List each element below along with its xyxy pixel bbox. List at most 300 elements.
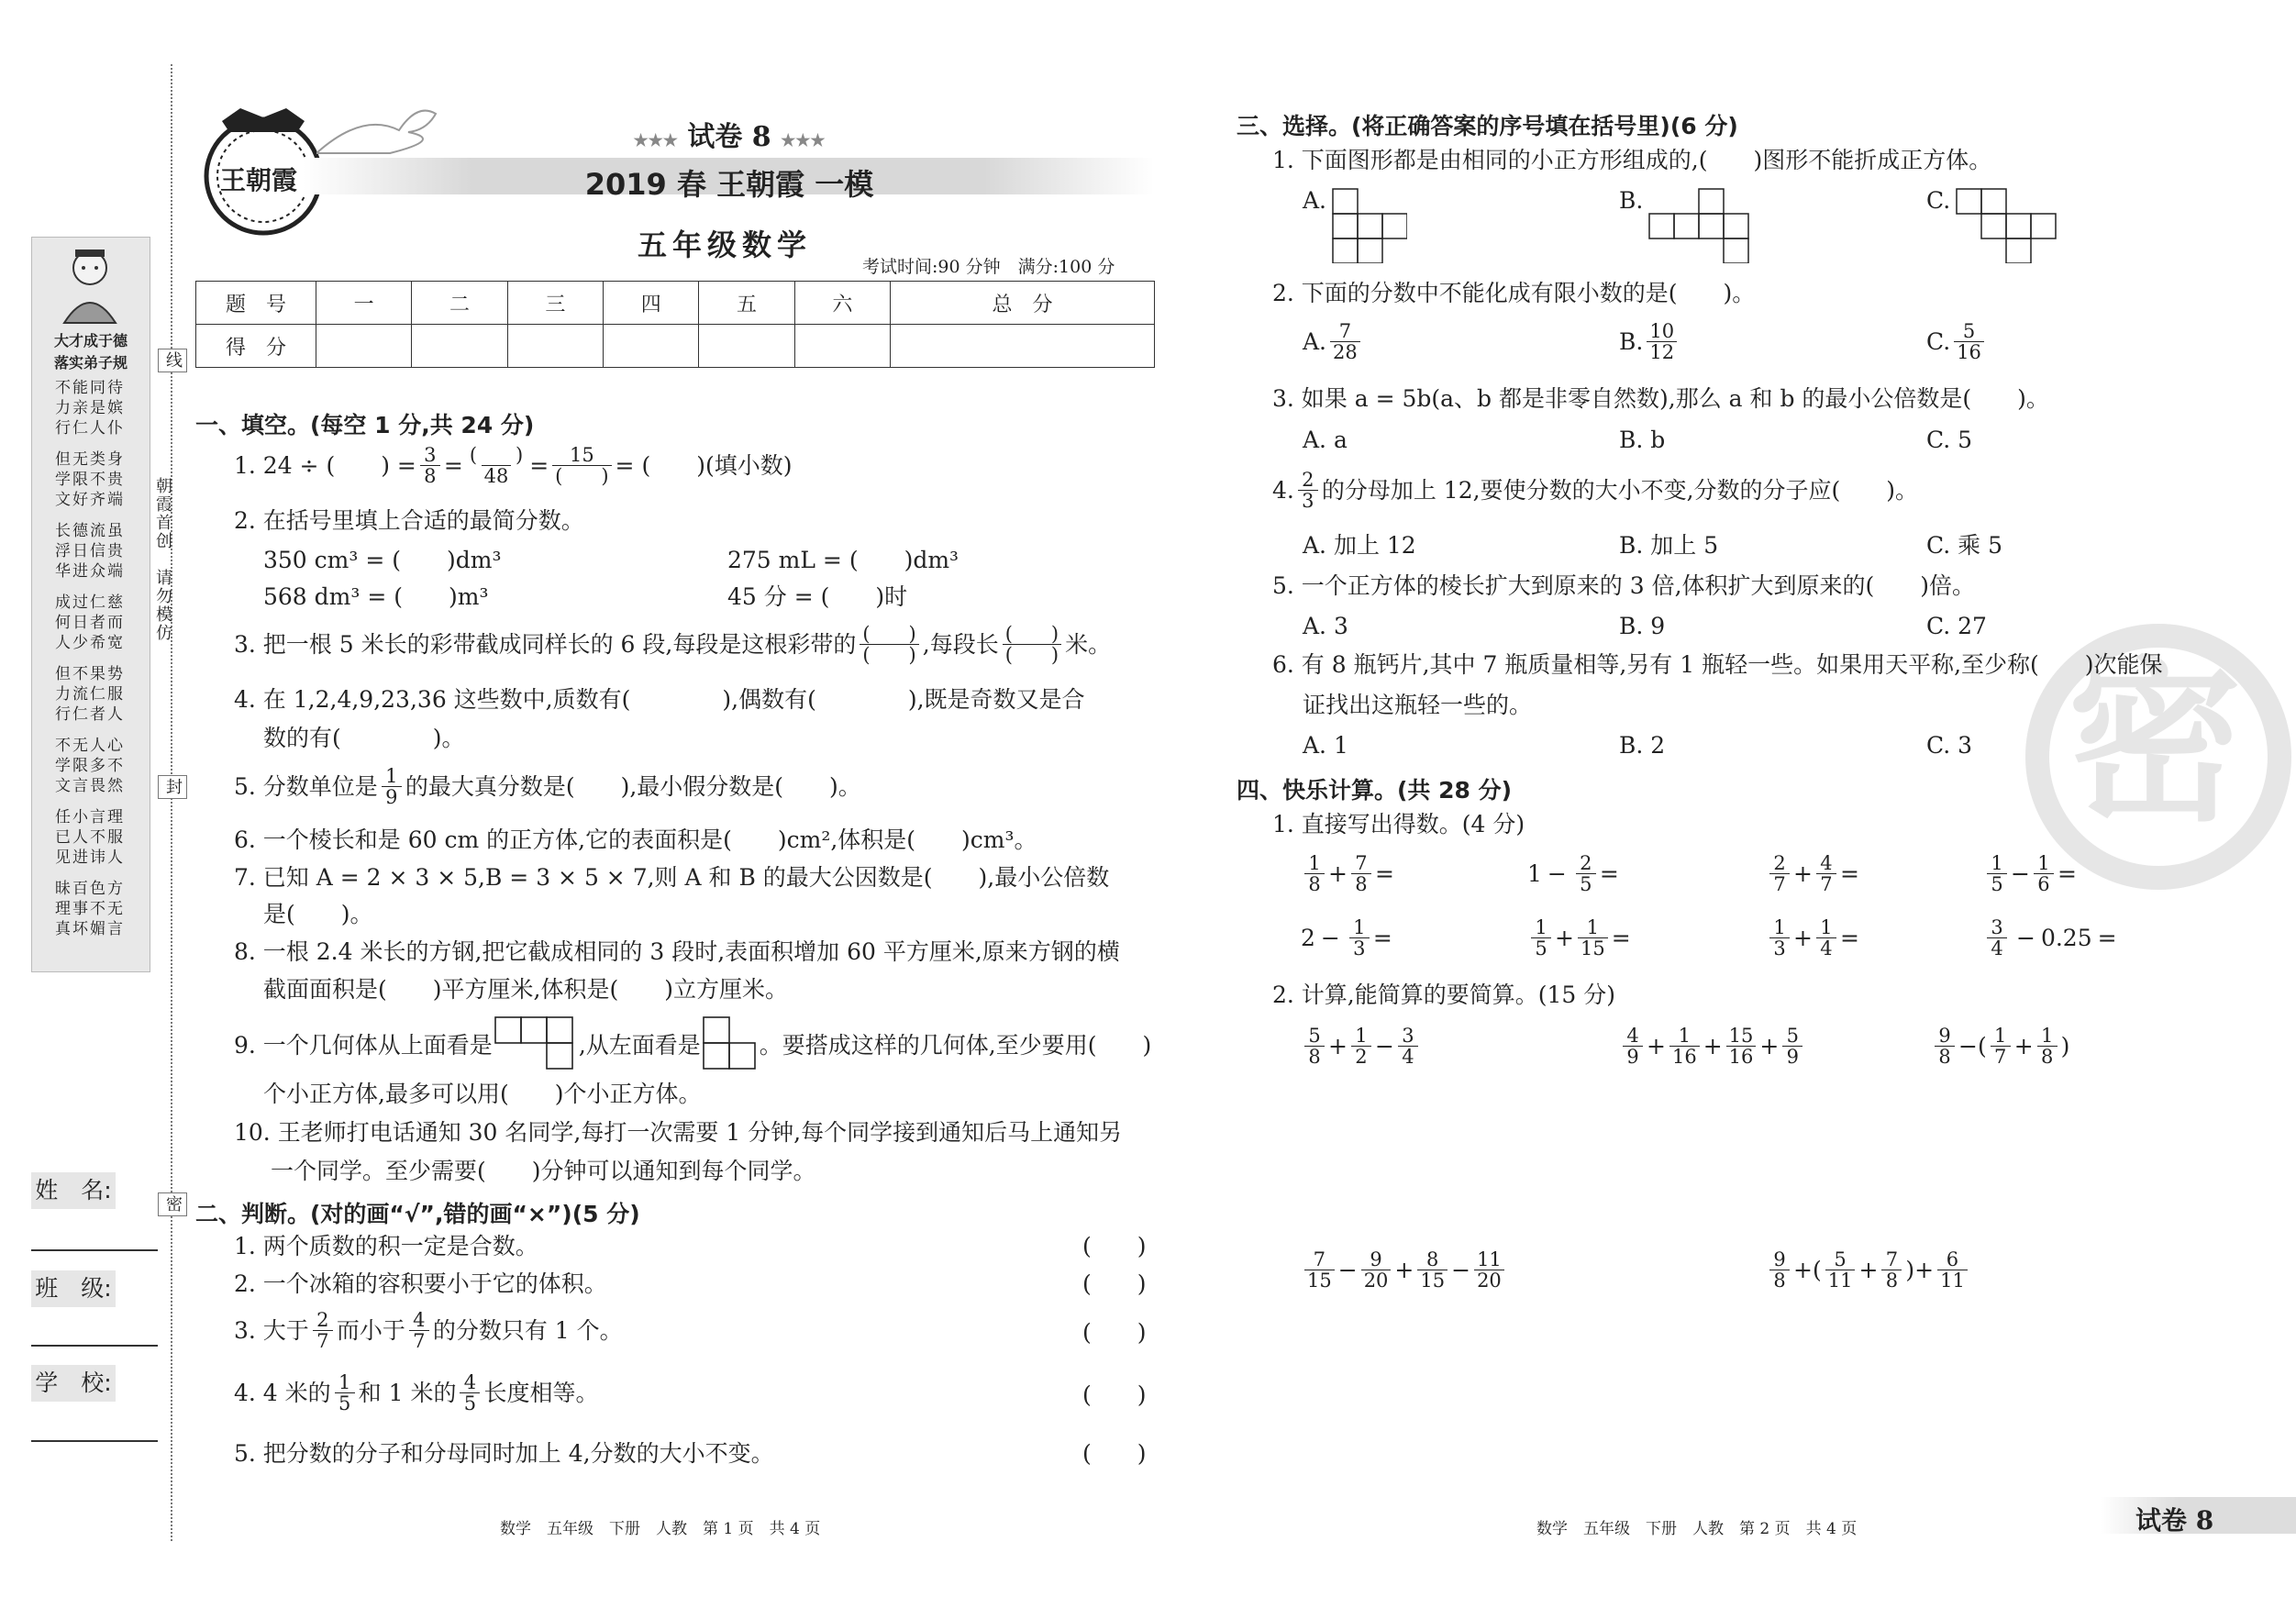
motto-line: 落实弟子规 bbox=[53, 354, 128, 372]
q-text: 和 1 米的 bbox=[358, 1380, 457, 1407]
equals: = bbox=[1839, 925, 1859, 952]
question-1-10-line1: 10. 王老师打电话通知 30 名同学,每打一次需要 1 分钟,每个同学接到通知后马上通知另 bbox=[234, 1119, 1123, 1146]
choice-2-option-b bbox=[1619, 321, 1680, 362]
numerator: 1 bbox=[338, 1371, 351, 1393]
denominator: 15 bbox=[1417, 1270, 1447, 1291]
poem-line: 力流仁服 bbox=[55, 685, 125, 704]
fraction bbox=[1726, 1026, 1757, 1067]
numerator: 2 bbox=[316, 1309, 329, 1331]
score-header-cell: 题 号 bbox=[196, 282, 316, 325]
question-1-9 bbox=[234, 1016, 1151, 1073]
fraction bbox=[1304, 1026, 1325, 1067]
choice-3-option-a: A. a bbox=[1303, 427, 1348, 453]
fraction bbox=[335, 1372, 355, 1414]
poem-line: 但不果势 bbox=[55, 665, 125, 683]
score-cell[interactable] bbox=[699, 325, 794, 368]
fraction bbox=[1351, 853, 1371, 894]
score-cell[interactable] bbox=[412, 325, 507, 368]
q2-item-4: 45 分 = ( )时 bbox=[727, 583, 908, 610]
bind-mark-secret: 密 bbox=[158, 1192, 187, 1216]
paren: ) bbox=[2060, 1033, 2070, 1060]
fraction bbox=[1782, 1026, 1802, 1067]
fraction bbox=[313, 1310, 333, 1351]
denominator: 5 bbox=[1987, 873, 2007, 894]
numerator: 11 bbox=[1477, 1248, 1502, 1270]
question-1-2: 2. 在括号里填上合适的最简分数。 bbox=[234, 507, 584, 534]
denominator: 4 bbox=[1398, 1046, 1418, 1067]
fraction bbox=[1816, 917, 1836, 959]
poem-line: 何日者而 bbox=[55, 614, 125, 632]
denominator: 4 bbox=[1816, 937, 1836, 959]
numerator: 5 bbox=[1962, 320, 1976, 342]
scholar-figure bbox=[51, 240, 128, 328]
numerator: ( ) bbox=[1004, 623, 1059, 645]
operator: + bbox=[2013, 1033, 2034, 1060]
numerator: 2 bbox=[1773, 852, 1786, 874]
number: 1 bbox=[1527, 860, 1542, 888]
score-header-cell: 五 bbox=[699, 282, 794, 325]
subject-title: 五年级数学 bbox=[637, 227, 812, 262]
fraction bbox=[1935, 1026, 1955, 1067]
operator: − bbox=[2011, 860, 2030, 888]
q2-item-3: 568 dm³ = ( )m³ bbox=[263, 583, 489, 610]
fraction bbox=[1987, 853, 2007, 894]
numerator: 4 bbox=[1626, 1025, 1639, 1047]
denominator: 8 bbox=[1304, 1046, 1325, 1067]
denominator: 5 bbox=[1531, 937, 1551, 959]
exam-title: 2019 春 王朝霞 一模 bbox=[584, 167, 874, 202]
operator: + bbox=[1328, 860, 1348, 888]
fraction bbox=[1991, 1026, 2011, 1067]
section3-heading: 三、选择。(将正确答案的序号填在括号里)(6 分) bbox=[1237, 113, 1738, 139]
denominator: 5 bbox=[1576, 873, 1596, 894]
poem-line: 已人不服 bbox=[55, 828, 125, 847]
denominator: 20 bbox=[1474, 1270, 1504, 1291]
score-cell[interactable] bbox=[604, 325, 699, 368]
numerator: 2 bbox=[1302, 469, 1314, 491]
equals: = bbox=[2057, 860, 2077, 888]
q-text: 长度相等。 bbox=[483, 1380, 599, 1407]
numerator: 15 bbox=[569, 444, 594, 466]
operator: − bbox=[1320, 925, 1340, 952]
poem-group bbox=[37, 593, 143, 653]
poem-line: 昧百色方 bbox=[55, 880, 125, 898]
operator: − bbox=[1451, 1257, 1471, 1284]
denominator: 8 bbox=[1881, 1270, 1902, 1291]
numerator: 4 bbox=[1820, 852, 1833, 874]
denominator: 6 bbox=[2034, 873, 2054, 894]
denominator: 2 bbox=[1351, 1046, 1371, 1067]
poem-line: 见进讳人 bbox=[55, 848, 125, 867]
numerator: 9 bbox=[1773, 1248, 1786, 1270]
numerator: 7 bbox=[1355, 852, 1368, 874]
numerator: 5 bbox=[1786, 1025, 1800, 1047]
denominator: 11 bbox=[1937, 1270, 1968, 1291]
denominator: 7 bbox=[1769, 873, 1790, 894]
fraction bbox=[860, 624, 918, 665]
denominator: 5 bbox=[460, 1392, 480, 1414]
question-1-6: 6. 一个棱长和是 60 cm 的正方体,它的表面积是( )cm²,体积是( )cm³。 bbox=[234, 826, 1037, 853]
net-figure-c bbox=[1956, 188, 2058, 267]
denominator: 8 bbox=[1769, 1270, 1790, 1291]
fraction bbox=[1361, 1249, 1392, 1291]
score-cell[interactable] bbox=[891, 325, 1155, 368]
q-text: ,每段长 bbox=[922, 631, 999, 659]
choice-2-option-a bbox=[1303, 321, 1364, 362]
denominator: 8 bbox=[1351, 873, 1371, 894]
numerator: 1 bbox=[1308, 852, 1321, 874]
school-field[interactable] bbox=[31, 1440, 158, 1442]
operator: + bbox=[1793, 1257, 1813, 1284]
numerator: 1 bbox=[1991, 852, 2003, 874]
numerator: 9 bbox=[1370, 1248, 1382, 1270]
equals: = bbox=[1372, 925, 1392, 952]
fraction bbox=[1647, 321, 1677, 362]
numerator: 10 bbox=[1649, 320, 1675, 342]
denominator: 16 bbox=[1954, 341, 1984, 362]
score-table bbox=[195, 281, 1155, 368]
question-1-8-line1: 8. 一根 2.4 米长的方钢,把它截成相同的 3 段时,表面积增加 60 平方厘米,原来方钢的横 bbox=[234, 938, 1120, 965]
question-1-5 bbox=[234, 766, 861, 807]
fraction bbox=[1769, 853, 1790, 894]
numerator: ( ) bbox=[862, 623, 916, 645]
section1-heading: 一、填空。(每空 1 分,共 24 分) bbox=[195, 412, 535, 438]
q-text: ,从左面看是 bbox=[578, 1031, 701, 1059]
numerator: 1 bbox=[1535, 916, 1547, 938]
numerator: 4 bbox=[463, 1371, 477, 1393]
calc-part2-heading: 2. 计算,能简算的要简算。(15 分) bbox=[1272, 981, 1616, 1008]
fraction bbox=[1330, 321, 1360, 362]
binding-line bbox=[171, 64, 172, 1541]
fraction bbox=[382, 766, 402, 807]
numerator: 3 bbox=[1991, 916, 2003, 938]
calc-4 bbox=[1983, 853, 2077, 894]
poem-line: 学限不贵 bbox=[55, 471, 125, 489]
question-1-1: 1. 24 ÷ ( ) = $\frac{3}{8}$ = $\frac{( )}{48}$ = $\frac{15}{( )}$ = ( )(填小数) bbox=[234, 444, 793, 488]
denominator: 4 bbox=[1987, 937, 2007, 959]
poem-group bbox=[37, 449, 143, 510]
choice-5-option-c: C. 27 bbox=[1926, 613, 1987, 639]
denominator: 8 bbox=[420, 465, 440, 486]
numerator: 3 bbox=[1402, 1025, 1414, 1047]
fraction bbox=[1954, 321, 1984, 362]
numerator: 1 bbox=[2037, 852, 2050, 874]
score-table-score-row bbox=[196, 325, 1155, 368]
q-text: 3. 大于 bbox=[234, 1317, 309, 1345]
poem-group bbox=[37, 807, 143, 868]
poem-line: 力亲是嫔 bbox=[55, 399, 125, 417]
q-text: 4. bbox=[1272, 477, 1294, 505]
exam-info: 考试时间:90 分钟 满分:100 分 bbox=[862, 257, 1115, 277]
logo-text: 王朝霞 bbox=[220, 165, 298, 195]
numerator: 1 bbox=[1355, 1025, 1368, 1047]
calc-2 bbox=[1527, 853, 1619, 894]
poem-line: 学限多不 bbox=[55, 757, 125, 775]
fraction bbox=[460, 1372, 480, 1414]
choice-5: 5. 一个正方体的棱长扩大到原来的 3 倍,体积扩大到原来的( )倍。 bbox=[1272, 572, 1976, 599]
poem-line: 理事不无 bbox=[55, 900, 125, 918]
choice-4-option-c: C. 乘 5 bbox=[1926, 532, 2002, 559]
fraction bbox=[1881, 1249, 1902, 1291]
numerator: 7 bbox=[1313, 1248, 1326, 1270]
judge-1-answer[interactable]: ( ) bbox=[1082, 1233, 1147, 1259]
poem-line: 文言畏然 bbox=[55, 777, 125, 795]
operator: + bbox=[1647, 1033, 1666, 1060]
fraction bbox=[1304, 1249, 1335, 1291]
number: 0.25 bbox=[2040, 925, 2092, 952]
operator: + bbox=[1555, 925, 1574, 952]
paper-tag-label: 试卷 8 bbox=[687, 121, 771, 153]
calc-1 bbox=[1301, 853, 1394, 894]
left-view-figure bbox=[703, 1016, 758, 1073]
stamp-glyph: 密 bbox=[2068, 642, 2243, 845]
q-text: 4. 4 米的 bbox=[234, 1380, 331, 1407]
choice-1-option-b-label: B. bbox=[1619, 187, 1644, 214]
q-text: 5. 分数单位是 bbox=[234, 773, 378, 801]
simplify-4 bbox=[1301, 1249, 1508, 1291]
option-label: B. bbox=[1619, 328, 1644, 356]
score-cell[interactable] bbox=[316, 325, 412, 368]
question-1-10-line2: 一个同学。至少需要( )分钟可以通知到每个同学。 bbox=[271, 1158, 816, 1184]
fraction bbox=[2037, 1026, 2058, 1067]
class-field[interactable] bbox=[31, 1345, 158, 1347]
denominator: 7 bbox=[1816, 873, 1836, 894]
fraction bbox=[1417, 1249, 1447, 1291]
question-1-9-line2: 个小正方体,最多可以用( )个小正方体。 bbox=[263, 1081, 702, 1107]
score-cell[interactable] bbox=[507, 325, 603, 368]
equals: = bbox=[1839, 860, 1859, 888]
simplify-3 bbox=[1931, 1026, 2069, 1067]
choice-1-option-c-label: C. bbox=[1926, 187, 1951, 214]
question-1-4-line1: 4. 在 1,2,4,9,23,36 这些数中,质数有( ),偶数有( ),既是奇数又是合 bbox=[234, 686, 1085, 713]
score-header-cell: 一 bbox=[316, 282, 412, 325]
poem-line: 但无类身 bbox=[55, 450, 125, 469]
choice-4-option-a: A. 加上 12 bbox=[1303, 532, 1416, 559]
numerator: 1 bbox=[1586, 916, 1599, 938]
choice-1-option-a-label: A. bbox=[1303, 187, 1327, 214]
school-label: 学 校: bbox=[31, 1365, 116, 1402]
choice-5-option-b: B. 9 bbox=[1619, 613, 1666, 639]
name-field[interactable] bbox=[31, 1249, 158, 1251]
net-figure-a bbox=[1332, 188, 1407, 267]
denominator: 3 bbox=[1769, 937, 1790, 959]
poem-line: 行仁人仆 bbox=[55, 419, 125, 438]
operator: + bbox=[1793, 860, 1813, 888]
bind-mark-seal: 封 bbox=[158, 775, 187, 799]
paren: ( bbox=[1812, 1257, 1822, 1284]
numerator: 4 bbox=[413, 1309, 426, 1331]
poem-group bbox=[37, 736, 143, 796]
fraction bbox=[1349, 917, 1370, 959]
bind-mark-line: 线 bbox=[158, 349, 187, 372]
paren: ( bbox=[1977, 1033, 1987, 1060]
number: 2 bbox=[1301, 925, 1315, 952]
denominator: 3 bbox=[1349, 937, 1370, 959]
net-figure-b bbox=[1648, 188, 1751, 267]
numerator: 1 bbox=[2040, 1025, 2054, 1047]
fraction bbox=[1669, 1026, 1700, 1067]
fraction bbox=[552, 445, 611, 486]
option-label: C. bbox=[1926, 328, 1951, 356]
equals: = bbox=[1374, 860, 1394, 888]
choice-3-option-b: B. b bbox=[1619, 427, 1666, 453]
poem-line: 不能同待 bbox=[55, 379, 125, 397]
q-text: 的分数只有 1 个。 bbox=[432, 1317, 623, 1345]
score-header-cell: 四 bbox=[604, 282, 699, 325]
denominator: ( ) bbox=[552, 465, 611, 486]
poem-group bbox=[37, 378, 143, 438]
paren: ) bbox=[1905, 1257, 1915, 1284]
fraction bbox=[1474, 1249, 1504, 1291]
calc-3 bbox=[1766, 853, 1859, 894]
poem-line: 文好齐端 bbox=[55, 491, 125, 509]
denominator: 16 bbox=[1669, 1046, 1700, 1067]
q-text: 3. 把一根 5 米长的彩带截成同样长的 6 段,每段是这根彩带的 bbox=[234, 631, 857, 659]
simplify-1 bbox=[1301, 1026, 1422, 1067]
vertical-note-origin: 朝霞首创 bbox=[153, 477, 172, 550]
judge-1: 1. 两个质数的积一定是合数。 bbox=[234, 1233, 538, 1259]
q2-item-1: 350 cm³ = ( )dm³ bbox=[263, 547, 502, 573]
denominator: 12 bbox=[1647, 341, 1677, 362]
footer-left: 数学 五年级 下册 人教 第 1 页 共 4 页 bbox=[500, 1520, 821, 1538]
fraction bbox=[420, 445, 440, 486]
fraction bbox=[1578, 917, 1608, 959]
denominator: 8 bbox=[2037, 1046, 2058, 1067]
score-header-cell: 总 分 bbox=[891, 282, 1155, 325]
denominator: 48 bbox=[482, 465, 512, 486]
name-label: 姓 名: bbox=[31, 1172, 116, 1209]
numerator: 1 bbox=[1678, 1025, 1691, 1047]
q-text: = ( )(填小数) bbox=[615, 452, 793, 480]
footer-tag: 试卷 8 bbox=[2135, 1505, 2214, 1536]
poem-line: 不无人心 bbox=[55, 737, 125, 755]
fraction bbox=[1351, 1026, 1371, 1067]
section2-heading: 二、判断。(对的画“√”,错的画“×”)(5 分) bbox=[195, 1201, 640, 1227]
numerator: 1 bbox=[385, 765, 398, 787]
q-text: 。要搭成这样的几何体,至少要用( ) bbox=[759, 1031, 1152, 1059]
denominator: ( ) bbox=[860, 644, 918, 665]
fraction bbox=[467, 445, 526, 486]
equals: = bbox=[2097, 925, 2117, 952]
judge-5-answer[interactable]: ( ) bbox=[1082, 1440, 1147, 1467]
denominator: 3 bbox=[1298, 490, 1318, 511]
score-header-cell: 三 bbox=[507, 282, 603, 325]
fraction bbox=[1769, 917, 1790, 959]
score-row-label: 得 分 bbox=[196, 325, 316, 368]
section4-heading: 四、快乐计算。(共 28 分) bbox=[1237, 777, 1513, 804]
question-1-7-line1: 7. 已知 A = 2 × 3 × 5,B = 3 × 5 × 7,则 A 和 B 的最大公因数是( ),最小公倍数 bbox=[234, 864, 1110, 891]
choice-6-option-c: C. 3 bbox=[1926, 732, 1973, 759]
operator: − bbox=[2016, 925, 2035, 952]
denominator: 5 bbox=[335, 1392, 355, 1414]
fraction bbox=[1623, 1026, 1643, 1067]
poem-line: 真坏媚言 bbox=[55, 920, 125, 938]
fraction bbox=[1298, 470, 1318, 511]
choice-6-option-b: B. 2 bbox=[1619, 732, 1666, 759]
poem-block bbox=[37, 378, 143, 950]
numerator: ( ) bbox=[469, 444, 524, 466]
simplify-5 bbox=[1766, 1249, 1971, 1291]
choice-4-option-b: B. 加上 5 bbox=[1619, 532, 1719, 559]
q-text: 的最大真分数是( ),最小假分数是( )。 bbox=[405, 773, 861, 801]
choice-6-line2: 证找出这瓶轻一些的。 bbox=[1303, 692, 1533, 718]
judge-5: 5. 把分数的分子和分母同时加上 4,分数的大小不变。 bbox=[234, 1440, 774, 1467]
equals: = bbox=[1611, 925, 1631, 952]
poem-line: 浮日信贵 bbox=[55, 542, 125, 560]
denominator: 11 bbox=[1825, 1270, 1856, 1291]
q2-item-2: 275 mL = ( )dm³ bbox=[727, 547, 959, 573]
fraction bbox=[1987, 917, 2007, 959]
score-header-cell: 六 bbox=[794, 282, 890, 325]
judge-4-answer[interactable]: ( ) bbox=[1082, 1381, 1147, 1408]
denominator: 7 bbox=[313, 1330, 333, 1351]
poem-line: 长德流虽 bbox=[55, 522, 125, 540]
fraction bbox=[1003, 624, 1061, 665]
denominator: 9 bbox=[1623, 1046, 1643, 1067]
footer-right: 数学 五年级 下册 人教 第 2 页 共 4 页 bbox=[1536, 1520, 1858, 1538]
denominator: 7 bbox=[409, 1330, 429, 1351]
poem-group bbox=[37, 664, 143, 725]
calc-7 bbox=[1766, 917, 1859, 959]
fraction bbox=[1937, 1249, 1968, 1291]
fraction bbox=[1769, 1249, 1790, 1291]
choice-3: 3. 如果 a = 5b(a、b 都是非零自然数),那么 a 和 b 的最小公倍数是( )。 bbox=[1272, 385, 2049, 412]
simplify-2 bbox=[1619, 1026, 1806, 1067]
numerator: 1 bbox=[1994, 1025, 2007, 1047]
poem-line: 行仁者人 bbox=[55, 705, 125, 724]
q-text: 米。 bbox=[1065, 631, 1112, 659]
denominator: 9 bbox=[382, 786, 402, 807]
calc-5 bbox=[1301, 917, 1392, 959]
denominator: 8 bbox=[1304, 873, 1325, 894]
question-1-3 bbox=[234, 624, 1111, 665]
fraction bbox=[1825, 1249, 1856, 1291]
operator: − bbox=[1547, 860, 1567, 888]
option-label: A. bbox=[1303, 328, 1327, 356]
score-cell[interactable] bbox=[794, 325, 890, 368]
denominator: 28 bbox=[1330, 341, 1360, 362]
denominator: 15 bbox=[1304, 1270, 1335, 1291]
operator: − bbox=[1958, 1033, 1978, 1060]
equals: = bbox=[1599, 860, 1619, 888]
judge-2-answer[interactable]: ( ) bbox=[1082, 1270, 1147, 1297]
numerator: 7 bbox=[1885, 1248, 1899, 1270]
top-view-figure bbox=[494, 1016, 577, 1073]
denominator: 7 bbox=[1991, 1046, 2011, 1067]
poem-group bbox=[37, 879, 143, 939]
operator: + bbox=[1793, 925, 1813, 952]
denominator: 20 bbox=[1361, 1270, 1392, 1291]
choice-6-line1: 6. 有 8 瓶钙片,其中 7 瓶质量相等,另有 1 瓶轻一些。如果用天平称,至少称( )次能保 bbox=[1272, 651, 2163, 678]
fraction bbox=[1816, 853, 1836, 894]
numerator: 3 bbox=[424, 444, 437, 466]
q-text: 而小于 bbox=[336, 1317, 405, 1345]
judge-3-answer[interactable]: ( ) bbox=[1082, 1319, 1147, 1346]
q-text: 的分母加上 12,要使分数的大小不变,分数的分子应( )。 bbox=[1321, 477, 1919, 505]
operator: − bbox=[1337, 1257, 1358, 1284]
choice-2-option-c bbox=[1926, 321, 1988, 362]
motto-top bbox=[37, 330, 145, 374]
operator: + bbox=[1394, 1257, 1414, 1284]
fraction bbox=[1304, 853, 1325, 894]
choice-4 bbox=[1272, 470, 1918, 511]
paper-tag: ★★★ 试卷 8 ★★★ bbox=[633, 121, 826, 153]
denominator: 15 bbox=[1578, 937, 1608, 959]
poem-line: 人少希宽 bbox=[55, 634, 125, 652]
numerator: 2 bbox=[1580, 852, 1592, 874]
calc-6 bbox=[1527, 917, 1631, 959]
question-1-8-line2: 截面面积是( )平方厘米,体积是( )立方厘米。 bbox=[263, 976, 788, 1003]
